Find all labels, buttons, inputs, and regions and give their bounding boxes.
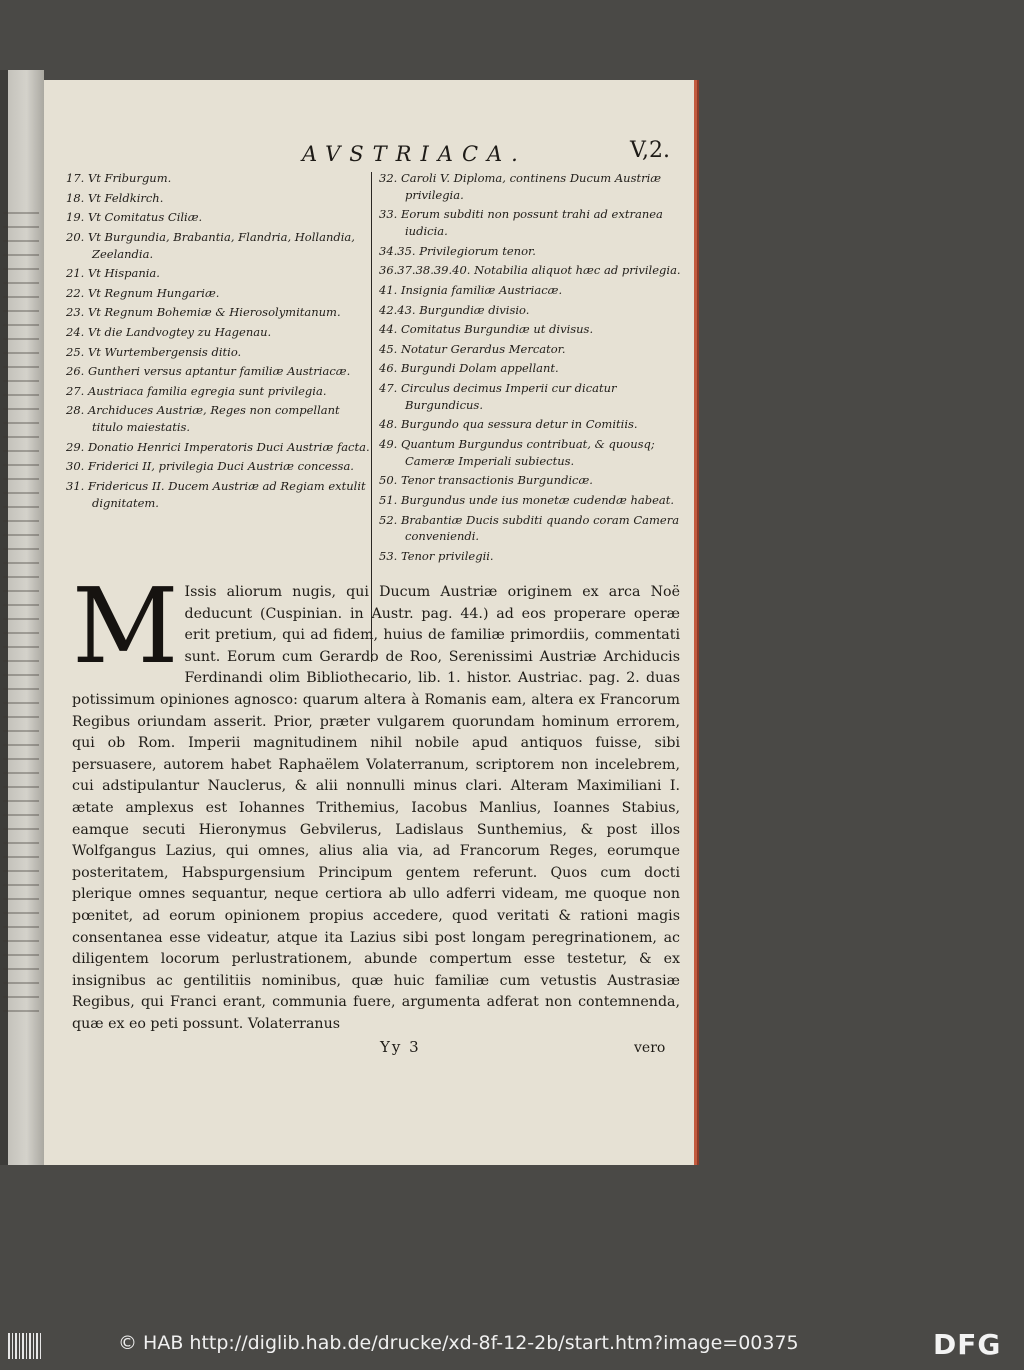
index-entry: 21. Vt Hispania.	[66, 266, 160, 281]
index-entry: 20. Vt Burgundia, Brabantia, Flandria, Hollandia, Zeelandia.	[66, 229, 355, 261]
index-entry: 50. Tenor transactionis Burgundicæ.	[379, 473, 593, 488]
index-entry: 42.43. Burgundiæ divisio.	[379, 302, 530, 317]
index-entry: 24. Vt die Landvogtey zu Hagenau.	[66, 324, 272, 339]
index-entry: 53. Tenor privilegii.	[379, 548, 494, 563]
index-entry: 23. Vt Regnum Bohemiæ & Hierosolymitanum.	[66, 305, 341, 320]
index-entry: 25. Vt Wurtembergensis ditio.	[66, 344, 242, 359]
index-entry: 45. Notatur Gerardus Mercator.	[379, 341, 566, 356]
previous-page-text-lines	[3, 200, 39, 1020]
index-entry: 48. Burgundo qua sessura detur in Comitiis.	[379, 417, 638, 432]
index-entry: 44. Comitatus Burgundiæ ut divisus.	[379, 322, 594, 337]
index-entry: 33. Eorum subditi non possunt trahi ad extranea iudicia.	[379, 207, 663, 239]
index-entry: 30. Friderici II, privilegia Duci Austriæ concessa.	[66, 459, 354, 474]
running-header: AVSTRIACA.	[302, 142, 527, 166]
index-entry: 26. Guntheri versus aptantur familiæ Austriacæ.	[66, 364, 351, 379]
previous-page-edge	[0, 70, 44, 1165]
marginal-index-column-1	[66, 170, 371, 514]
dfg-logo: DFG	[933, 1328, 1002, 1361]
index-entry: 18. Vt Feldkirch.	[66, 190, 164, 205]
drop-capital: M	[72, 565, 179, 687]
folio-number: V,2.	[630, 138, 671, 163]
index-entry: 29. Donatio Henrici Imperatoris Duci Austriæ facta.	[66, 439, 370, 454]
index-entry: 19. Vt Comitatus Ciliæ.	[66, 210, 203, 225]
marginal-index-column-2	[379, 170, 684, 567]
index-entry: 46. Burgundi Dolam appellant.	[379, 361, 559, 376]
index-entry: 49. Quantum Burgundus contribuat, & quousq; Cameræ Imperiali subiectus.	[379, 436, 655, 468]
catchword: vero	[634, 1040, 666, 1056]
index-entry: 31. Fridericus II. Ducem Austriæ ad Regiam extulit dignitatem.	[66, 478, 366, 510]
signature-mark: Yy 3	[380, 1038, 421, 1056]
index-entry: 32. Caroli V. Diploma, continens Ducum Austriæ privilegia.	[379, 171, 662, 202]
index-entry: 41. Insignia familiæ Austriacæ.	[379, 282, 563, 297]
index-entry: 52. Brabantiæ Ducis subditi quando coram Camera conveniendi.	[379, 512, 680, 544]
index-entry: 27. Austriaca familia egregia sunt privilegia.	[66, 383, 327, 398]
main-text-block	[72, 565, 680, 1035]
index-entry: 51. Burgundus unde ius monetæ cudendæ habeat.	[379, 492, 675, 507]
index-entry: 36.37.38.39.40. Notabilia aliquot hæc ad privilegia.	[379, 263, 681, 278]
index-entry: 34.35. Privilegiorum tenor.	[379, 243, 536, 258]
index-entry: 17. Vt Friburgum.	[66, 171, 172, 185]
index-entry: 47. Circulus decimus Imperii cur dicatur Burgundicus.	[379, 380, 617, 412]
footer-bar	[0, 1320, 1024, 1370]
copyright-link[interactable]: © HAB http://diglib.hab.de/drucke/xd-8f-12-2b/start.htm?image=00375	[118, 1332, 799, 1354]
index-entry: 28. Archiduces Austriæ, Reges non compellant titulo maiestatis.	[66, 403, 340, 435]
hab-barcode-icon	[8, 1333, 42, 1359]
body-paragraph: Issis aliorum nugis, qui Ducum Austriæ originem ex arca Noë deducunt (Cuspinian. in Austr. pag. 44.) ad eos properare operæ erit pretium, qui ad fidem, huius de familiæ primordiis, commentati sunt. Eorum cum Gerardo de Roo, Serenissimi Austriæ Archiducis Ferdinandi olim Bibliothecario, lib. 1. histor. Austriac. pag. 2. duas potissimum opiniones agnosco: quarum altera à Romanis eam, altera ex Francorum Regibus oriundam asserit. Prior, præter vulgarem quorundam hominum errorem, qui ob Rom. Imperii magnitudinem nihil nobile apud antiquos fuisse, sibi persuasere, autorem habet Raphaëlem Volaterranum, scriptorem non incelebrem, cui adstipulantur Nauclerus, & alii nonnulli minus clari. Alteram Maximiliani I. ætate amplexus est Iohannes Trithemius, Iacobus Manlius, Ioannes Stabius, eamque secuti Hieronymus Gebvilerus, Ladislaus Sunthemius, & post illos Wolfgangus Lazius, qui omnes, alius alia via, ad Francorum Reges, eorumque posteritatem, Habspurgensium Principum gentem referunt. Quos cum docti plerique omnes sequantur, neque certiora ab ullo adferri videam, me quoque non pœnitet, ad eorum opinionem propius accedere, quod veritati & rationi magis consentanea esse videatur, atque ita Lazius sibi post longam peregrinationem, ac diligentem locorum perlustrationem, abunde compertum esse testetur, & ex insignibus ac gentilitiis nominibus, quæ huic familiæ cum vetustis Austrasiæ Regibus, qui Franci erant, communia fuere, argumenta adferat non contemnenda, quæ ex eo peti possunt. Volaterranus	[72, 584, 680, 1032]
book-page	[44, 80, 697, 1165]
index-entry: 22. Vt Regnum Hungariæ.	[66, 285, 220, 300]
